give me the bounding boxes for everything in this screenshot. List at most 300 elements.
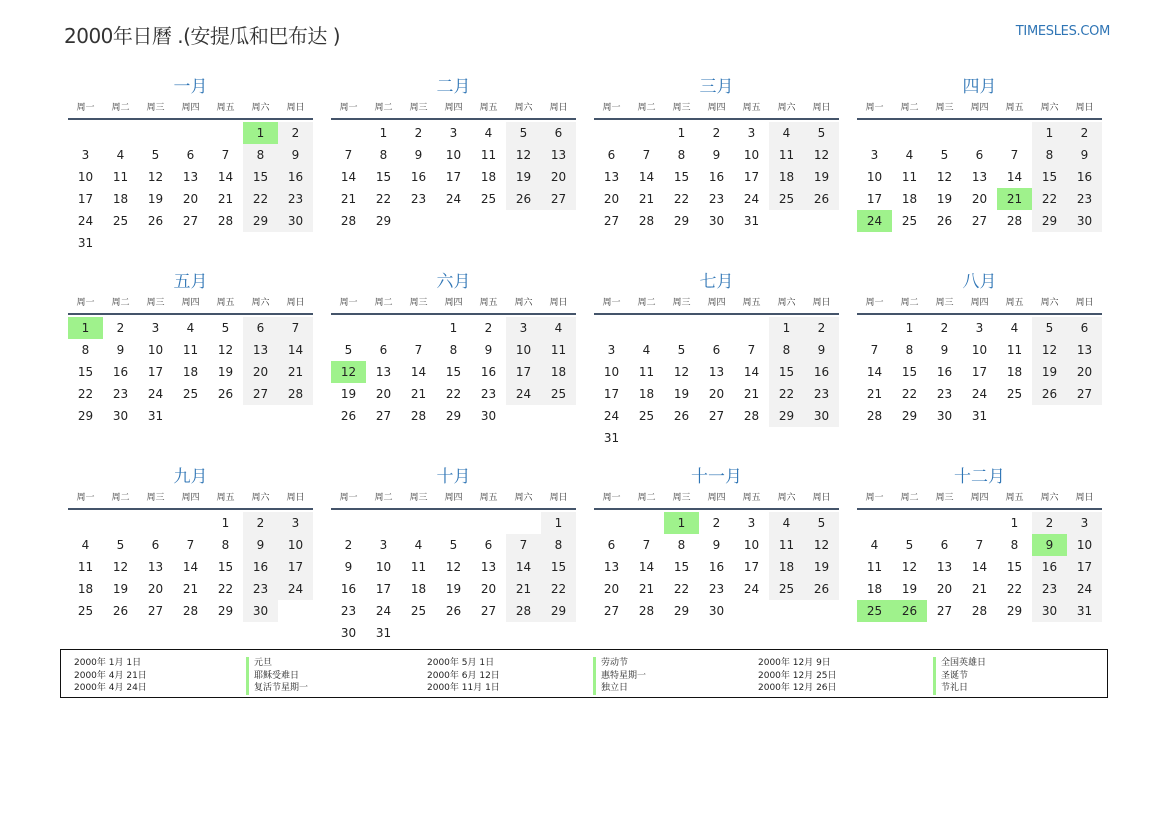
empty-cell xyxy=(173,122,208,144)
weekday-label: 周一 xyxy=(602,493,621,503)
day-cell: 27 xyxy=(541,188,576,210)
holiday-name: 独立日 xyxy=(593,682,646,695)
weekday-label: 周六 xyxy=(777,298,796,308)
day-cell: 3 xyxy=(151,321,160,335)
day-cell: 14 xyxy=(217,170,234,184)
day-cell: 4 xyxy=(642,343,651,357)
day-cell: 14 xyxy=(638,170,655,184)
day-cell: 3 xyxy=(870,148,879,162)
day-cell: 28 xyxy=(1006,214,1023,228)
day-cell: 20 xyxy=(243,361,278,383)
day-cell: 20 xyxy=(603,582,620,596)
weekday-label: 周三 xyxy=(409,493,428,503)
month-name: 七月 xyxy=(699,272,734,292)
month-name: 四月 xyxy=(962,77,997,97)
empty-cell xyxy=(594,122,629,144)
holiday-name: 元旦 xyxy=(246,657,308,670)
day-cell: 21 xyxy=(278,361,313,383)
weekday-label: 周五 xyxy=(1005,103,1024,113)
day-cell: 3 xyxy=(1067,512,1102,534)
day-cell: 15 xyxy=(1006,560,1023,574)
day-cell: 29 xyxy=(541,600,576,622)
day-cell: 10 xyxy=(603,365,620,379)
empty-cell xyxy=(506,512,541,534)
month-name: 八月 xyxy=(962,272,997,292)
day-cell: 25 xyxy=(182,387,199,401)
day-cell: 16 xyxy=(278,166,313,188)
day-cell: 4 xyxy=(870,538,879,552)
day-cell: 2 xyxy=(712,126,721,140)
day-cell: 13 xyxy=(541,144,576,166)
weekday-label: 周日 xyxy=(812,103,831,113)
weekday-label: 周六 xyxy=(1040,103,1059,113)
weekday-label: 周五 xyxy=(479,103,498,113)
empty-cell xyxy=(857,122,892,144)
day-cell: 24 xyxy=(971,387,988,401)
weekday-label: 周四 xyxy=(970,493,989,503)
month-calendar xyxy=(857,271,1102,466)
day-cell: 18 xyxy=(410,582,427,596)
empty-cell xyxy=(138,122,173,144)
holiday-name: 全国英雄日 xyxy=(933,657,986,670)
weekday-label: 周一 xyxy=(602,103,621,113)
day-cell: 28 xyxy=(340,214,357,228)
weekday-header xyxy=(68,293,313,315)
day-cell: 11 xyxy=(182,343,199,357)
day-cell: 16 xyxy=(1067,166,1102,188)
day-cell: 10 xyxy=(971,343,988,357)
day-cell: 27 xyxy=(480,604,497,618)
day-cell: 29 xyxy=(673,214,690,228)
day-cell: 29 xyxy=(901,409,918,423)
weekday-label: 周六 xyxy=(514,493,533,503)
day-cell: 30 xyxy=(480,409,497,423)
day-cell: 4 xyxy=(116,148,125,162)
weekday-header xyxy=(331,98,576,120)
day-cell: 2 xyxy=(116,321,125,335)
day-grid xyxy=(594,122,839,232)
holiday-day-cell: 1 xyxy=(664,512,699,534)
day-cell: 25 xyxy=(769,578,804,600)
day-cell: 21 xyxy=(217,192,234,206)
day-cell: 7 xyxy=(1010,148,1019,162)
holiday-day-cell: 1 xyxy=(243,122,278,144)
day-cell: 11 xyxy=(1006,343,1023,357)
day-cell: 8 xyxy=(221,538,230,552)
day-cell: 27 xyxy=(603,214,620,228)
day-cell: 2 xyxy=(344,538,353,552)
holiday-name: 耶稣受难日 xyxy=(246,670,308,683)
month-calendar xyxy=(331,76,576,271)
weekday-label: 周二 xyxy=(637,103,656,113)
weekday-label: 周四 xyxy=(707,298,726,308)
day-cell: 25 xyxy=(541,383,576,405)
day-cell: 15 xyxy=(445,365,462,379)
day-cell: 2 xyxy=(243,512,278,534)
day-cell: 4 xyxy=(81,538,90,552)
day-grid xyxy=(594,512,839,622)
months-grid xyxy=(68,76,1102,661)
holiday-name: 节礼日 xyxy=(933,682,986,695)
day-cell: 7 xyxy=(221,148,230,162)
day-cell: 25 xyxy=(410,604,427,618)
day-cell: 16 xyxy=(243,556,278,578)
month-calendar xyxy=(857,466,1102,661)
empty-cell xyxy=(962,512,997,534)
day-cell: 27 xyxy=(971,214,988,228)
holiday-date: 2000年 4月 21日 xyxy=(74,670,147,681)
day-cell: 7 xyxy=(870,343,879,357)
day-cell: 18 xyxy=(112,192,129,206)
empty-cell xyxy=(629,512,664,534)
day-cell: 20 xyxy=(971,192,988,206)
day-cell: 3 xyxy=(81,148,90,162)
day-cell: 14 xyxy=(743,365,760,379)
day-cell: 15 xyxy=(77,365,94,379)
day-cell: 11 xyxy=(410,560,427,574)
day-cell: 12 xyxy=(804,534,839,556)
day-cell: 4 xyxy=(769,122,804,144)
day-cell: 28 xyxy=(971,604,988,618)
day-cell: 7 xyxy=(975,538,984,552)
holiday-name: 劳动节 xyxy=(593,657,646,670)
day-cell: 12 xyxy=(445,560,462,574)
day-cell: 6 xyxy=(541,122,576,144)
day-cell: 6 xyxy=(379,343,388,357)
day-cell: 9 xyxy=(414,148,423,162)
day-cell: 1 xyxy=(769,317,804,339)
day-cell: 4 xyxy=(484,126,493,140)
day-cell: 16 xyxy=(112,365,129,379)
day-cell: 30 xyxy=(1032,600,1067,622)
holiday-name-column xyxy=(246,657,308,695)
weekday-label: 周四 xyxy=(444,103,463,113)
day-cell: 23 xyxy=(1032,578,1067,600)
day-cell: 26 xyxy=(506,188,541,210)
weekday-label: 周五 xyxy=(479,493,498,503)
holiday-date: 2000年 12月 9日 xyxy=(758,658,831,668)
day-cell: 29 xyxy=(445,409,462,423)
site-link[interactable]: TIMESLES.COM xyxy=(1015,24,1110,39)
day-cell: 13 xyxy=(1067,339,1102,361)
day-cell: 10 xyxy=(743,538,760,552)
weekday-label: 周一 xyxy=(865,493,884,503)
day-cell: 23 xyxy=(278,188,313,210)
day-cell: 12 xyxy=(901,560,918,574)
day-cell: 3 xyxy=(278,512,313,534)
day-cell: 20 xyxy=(708,387,725,401)
day-cell: 6 xyxy=(607,148,616,162)
day-cell: 8 xyxy=(1010,538,1019,552)
day-cell: 3 xyxy=(607,343,616,357)
day-cell: 7 xyxy=(642,148,651,162)
day-cell: 15 xyxy=(217,560,234,574)
day-cell: 10 xyxy=(147,343,164,357)
day-cell: 15 xyxy=(769,361,804,383)
day-cell: 22 xyxy=(541,578,576,600)
day-cell: 25 xyxy=(480,192,497,206)
holiday-name: 圣诞节 xyxy=(933,670,986,683)
month-name: 二月 xyxy=(436,77,471,97)
day-cell: 29 xyxy=(1032,210,1067,232)
day-cell: 18 xyxy=(77,582,94,596)
day-cell: 14 xyxy=(182,560,199,574)
day-cell: 8 xyxy=(677,148,686,162)
day-cell: 12 xyxy=(936,170,953,184)
weekday-label: 周日 xyxy=(286,493,305,503)
day-cell: 12 xyxy=(112,560,129,574)
day-cell: 14 xyxy=(866,365,883,379)
day-cell: 22 xyxy=(673,192,690,206)
day-cell: 19 xyxy=(340,387,357,401)
holiday-name: 复活节星期一 xyxy=(246,682,308,695)
day-cell: 11 xyxy=(480,148,497,162)
day-cell: 9 xyxy=(712,148,721,162)
holiday-day-cell: 21 xyxy=(997,188,1032,210)
day-cell: 21 xyxy=(638,192,655,206)
day-cell: 26 xyxy=(804,188,839,210)
day-cell: 1 xyxy=(541,512,576,534)
day-grid xyxy=(68,512,313,622)
empty-cell xyxy=(68,512,103,534)
day-cell: 20 xyxy=(480,582,497,596)
day-cell: 27 xyxy=(375,409,392,423)
day-cell: 31 xyxy=(1067,600,1102,622)
holiday-legend xyxy=(60,649,1108,698)
day-cell: 26 xyxy=(804,578,839,600)
day-cell: 1 xyxy=(1032,122,1067,144)
day-cell: 2 xyxy=(278,122,313,144)
day-cell: 11 xyxy=(112,170,129,184)
weekday-label: 周一 xyxy=(602,298,621,308)
empty-cell xyxy=(103,122,138,144)
holiday-date: 2000年 5月 1日 xyxy=(427,658,495,668)
empty-cell xyxy=(331,317,366,339)
day-cell: 29 xyxy=(243,210,278,232)
day-cell: 10 xyxy=(743,148,760,162)
day-cell: 18 xyxy=(769,556,804,578)
weekday-label: 周四 xyxy=(970,298,989,308)
empty-cell xyxy=(366,317,401,339)
empty-cell xyxy=(138,512,173,534)
empty-cell xyxy=(208,122,243,144)
month-calendar xyxy=(68,76,313,271)
day-cell: 29 xyxy=(217,604,234,618)
day-cell: 19 xyxy=(1032,361,1067,383)
day-cell: 5 xyxy=(677,343,686,357)
day-cell: 11 xyxy=(638,365,655,379)
empty-cell xyxy=(629,122,664,144)
weekday-label: 周日 xyxy=(549,298,568,308)
day-cell: 4 xyxy=(769,512,804,534)
empty-cell xyxy=(892,122,927,144)
day-cell: 20 xyxy=(936,582,953,596)
day-cell: 2 xyxy=(940,321,949,335)
weekday-label: 周三 xyxy=(672,103,691,113)
day-cell: 27 xyxy=(936,604,953,618)
holiday-date: 2000年 12月 25日 xyxy=(758,670,837,681)
day-cell: 24 xyxy=(375,604,392,618)
day-cell: 20 xyxy=(182,192,199,206)
day-cell: 12 xyxy=(217,343,234,357)
empty-cell xyxy=(857,512,892,534)
day-cell: 20 xyxy=(147,582,164,596)
weekday-label: 周二 xyxy=(374,493,393,503)
day-cell: 24 xyxy=(445,192,462,206)
weekday-label: 周一 xyxy=(76,298,95,308)
weekday-label: 周三 xyxy=(672,493,691,503)
day-cell: 31 xyxy=(971,409,988,423)
day-cell: 17 xyxy=(375,582,392,596)
day-cell: 1 xyxy=(221,516,230,530)
day-cell: 23 xyxy=(340,604,357,618)
day-cell: 28 xyxy=(638,214,655,228)
day-cell: 18 xyxy=(541,361,576,383)
weekday-label: 周二 xyxy=(900,298,919,308)
weekday-label: 周二 xyxy=(111,298,130,308)
weekday-header xyxy=(331,293,576,315)
day-cell: 14 xyxy=(506,556,541,578)
day-cell: 8 xyxy=(905,343,914,357)
weekday-header xyxy=(68,98,313,120)
empty-cell xyxy=(962,122,997,144)
day-cell: 30 xyxy=(1067,210,1102,232)
holiday-date: 2000年 12月 26日 xyxy=(758,683,837,693)
day-cell: 19 xyxy=(936,192,953,206)
day-cell: 26 xyxy=(340,409,357,423)
weekday-label: 周四 xyxy=(707,493,726,503)
weekday-label: 周四 xyxy=(181,103,200,113)
weekday-label: 周一 xyxy=(865,298,884,308)
weekday-header xyxy=(594,98,839,120)
day-cell: 28 xyxy=(638,604,655,618)
day-cell: 17 xyxy=(603,387,620,401)
weekday-label: 周日 xyxy=(286,298,305,308)
day-cell: 30 xyxy=(804,405,839,427)
day-cell: 19 xyxy=(673,387,690,401)
day-cell: 17 xyxy=(1067,556,1102,578)
day-cell: 1 xyxy=(677,126,686,140)
weekday-label: 周三 xyxy=(935,298,954,308)
weekday-label: 周二 xyxy=(111,103,130,113)
holiday-date: 2000年 6月 12日 xyxy=(427,670,500,681)
month-name: 九月 xyxy=(173,467,208,487)
day-cell: 22 xyxy=(217,582,234,596)
day-cell: 17 xyxy=(866,192,883,206)
weekday-label: 周六 xyxy=(514,103,533,113)
day-cell: 19 xyxy=(804,166,839,188)
month-name: 三月 xyxy=(699,77,734,97)
day-cell: 14 xyxy=(410,365,427,379)
day-cell: 10 xyxy=(506,339,541,361)
day-cell: 14 xyxy=(971,560,988,574)
day-cell: 10 xyxy=(1067,534,1102,556)
month-name: 六月 xyxy=(436,272,471,292)
day-cell: 1 xyxy=(905,321,914,335)
day-cell: 25 xyxy=(77,604,94,618)
weekday-label: 周六 xyxy=(251,298,270,308)
day-cell: 18 xyxy=(769,166,804,188)
weekday-label: 周四 xyxy=(970,103,989,113)
day-cell: 24 xyxy=(743,192,760,206)
weekday-label: 周一 xyxy=(76,103,95,113)
day-cell: 27 xyxy=(243,383,278,405)
day-cell: 23 xyxy=(410,192,427,206)
day-cell: 19 xyxy=(217,365,234,379)
weekday-label: 周一 xyxy=(339,493,358,503)
day-cell: 6 xyxy=(186,148,195,162)
day-cell: 18 xyxy=(480,170,497,184)
day-cell: 10 xyxy=(375,560,392,574)
day-cell: 29 xyxy=(769,405,804,427)
day-cell: 2 xyxy=(484,321,493,335)
month-calendar xyxy=(857,76,1102,271)
day-cell: 9 xyxy=(804,339,839,361)
day-cell: 15 xyxy=(673,170,690,184)
weekday-header xyxy=(68,488,313,510)
day-cell: 8 xyxy=(449,343,458,357)
day-cell: 13 xyxy=(603,560,620,574)
weekday-label: 周四 xyxy=(181,298,200,308)
day-cell: 24 xyxy=(77,214,94,228)
day-cell: 11 xyxy=(769,144,804,166)
holiday-date: 2000年 1月 1日 xyxy=(74,658,142,668)
weekday-label: 周四 xyxy=(707,103,726,113)
weekday-label: 周日 xyxy=(549,103,568,113)
day-cell: 5 xyxy=(116,538,125,552)
day-cell: 10 xyxy=(77,170,94,184)
day-cell: 13 xyxy=(243,339,278,361)
day-cell: 30 xyxy=(112,409,129,423)
day-cell: 5 xyxy=(804,512,839,534)
day-cell: 21 xyxy=(410,387,427,401)
empty-cell xyxy=(401,512,436,534)
weekday-label: 周二 xyxy=(900,103,919,113)
day-cell: 13 xyxy=(375,365,392,379)
weekday-label: 周三 xyxy=(146,298,165,308)
day-cell: 21 xyxy=(340,192,357,206)
day-cell: 27 xyxy=(603,604,620,618)
day-cell: 14 xyxy=(340,170,357,184)
day-cell: 7 xyxy=(747,343,756,357)
day-cell: 26 xyxy=(217,387,234,401)
day-cell: 30 xyxy=(708,604,725,618)
month-calendar xyxy=(594,76,839,271)
day-cell: 3 xyxy=(379,538,388,552)
day-cell: 6 xyxy=(940,538,949,552)
day-cell: 23 xyxy=(1067,188,1102,210)
holiday-day-cell: 26 xyxy=(892,600,927,622)
weekday-label: 周日 xyxy=(549,493,568,503)
day-cell: 28 xyxy=(278,383,313,405)
weekday-label: 周三 xyxy=(409,103,428,113)
day-cell: 11 xyxy=(901,170,918,184)
weekday-label: 周二 xyxy=(637,298,656,308)
month-calendar xyxy=(594,466,839,661)
day-cell: 13 xyxy=(147,560,164,574)
day-cell: 17 xyxy=(743,170,760,184)
weekday-label: 周四 xyxy=(444,298,463,308)
day-cell: 30 xyxy=(243,600,278,622)
day-grid xyxy=(331,122,576,232)
empty-cell xyxy=(401,317,436,339)
day-grid xyxy=(594,317,839,449)
day-cell: 4 xyxy=(1010,321,1019,335)
holiday-day-cell: 25 xyxy=(857,600,892,622)
day-cell: 16 xyxy=(1032,556,1067,578)
empty-cell xyxy=(927,512,962,534)
day-cell: 8 xyxy=(1032,144,1067,166)
